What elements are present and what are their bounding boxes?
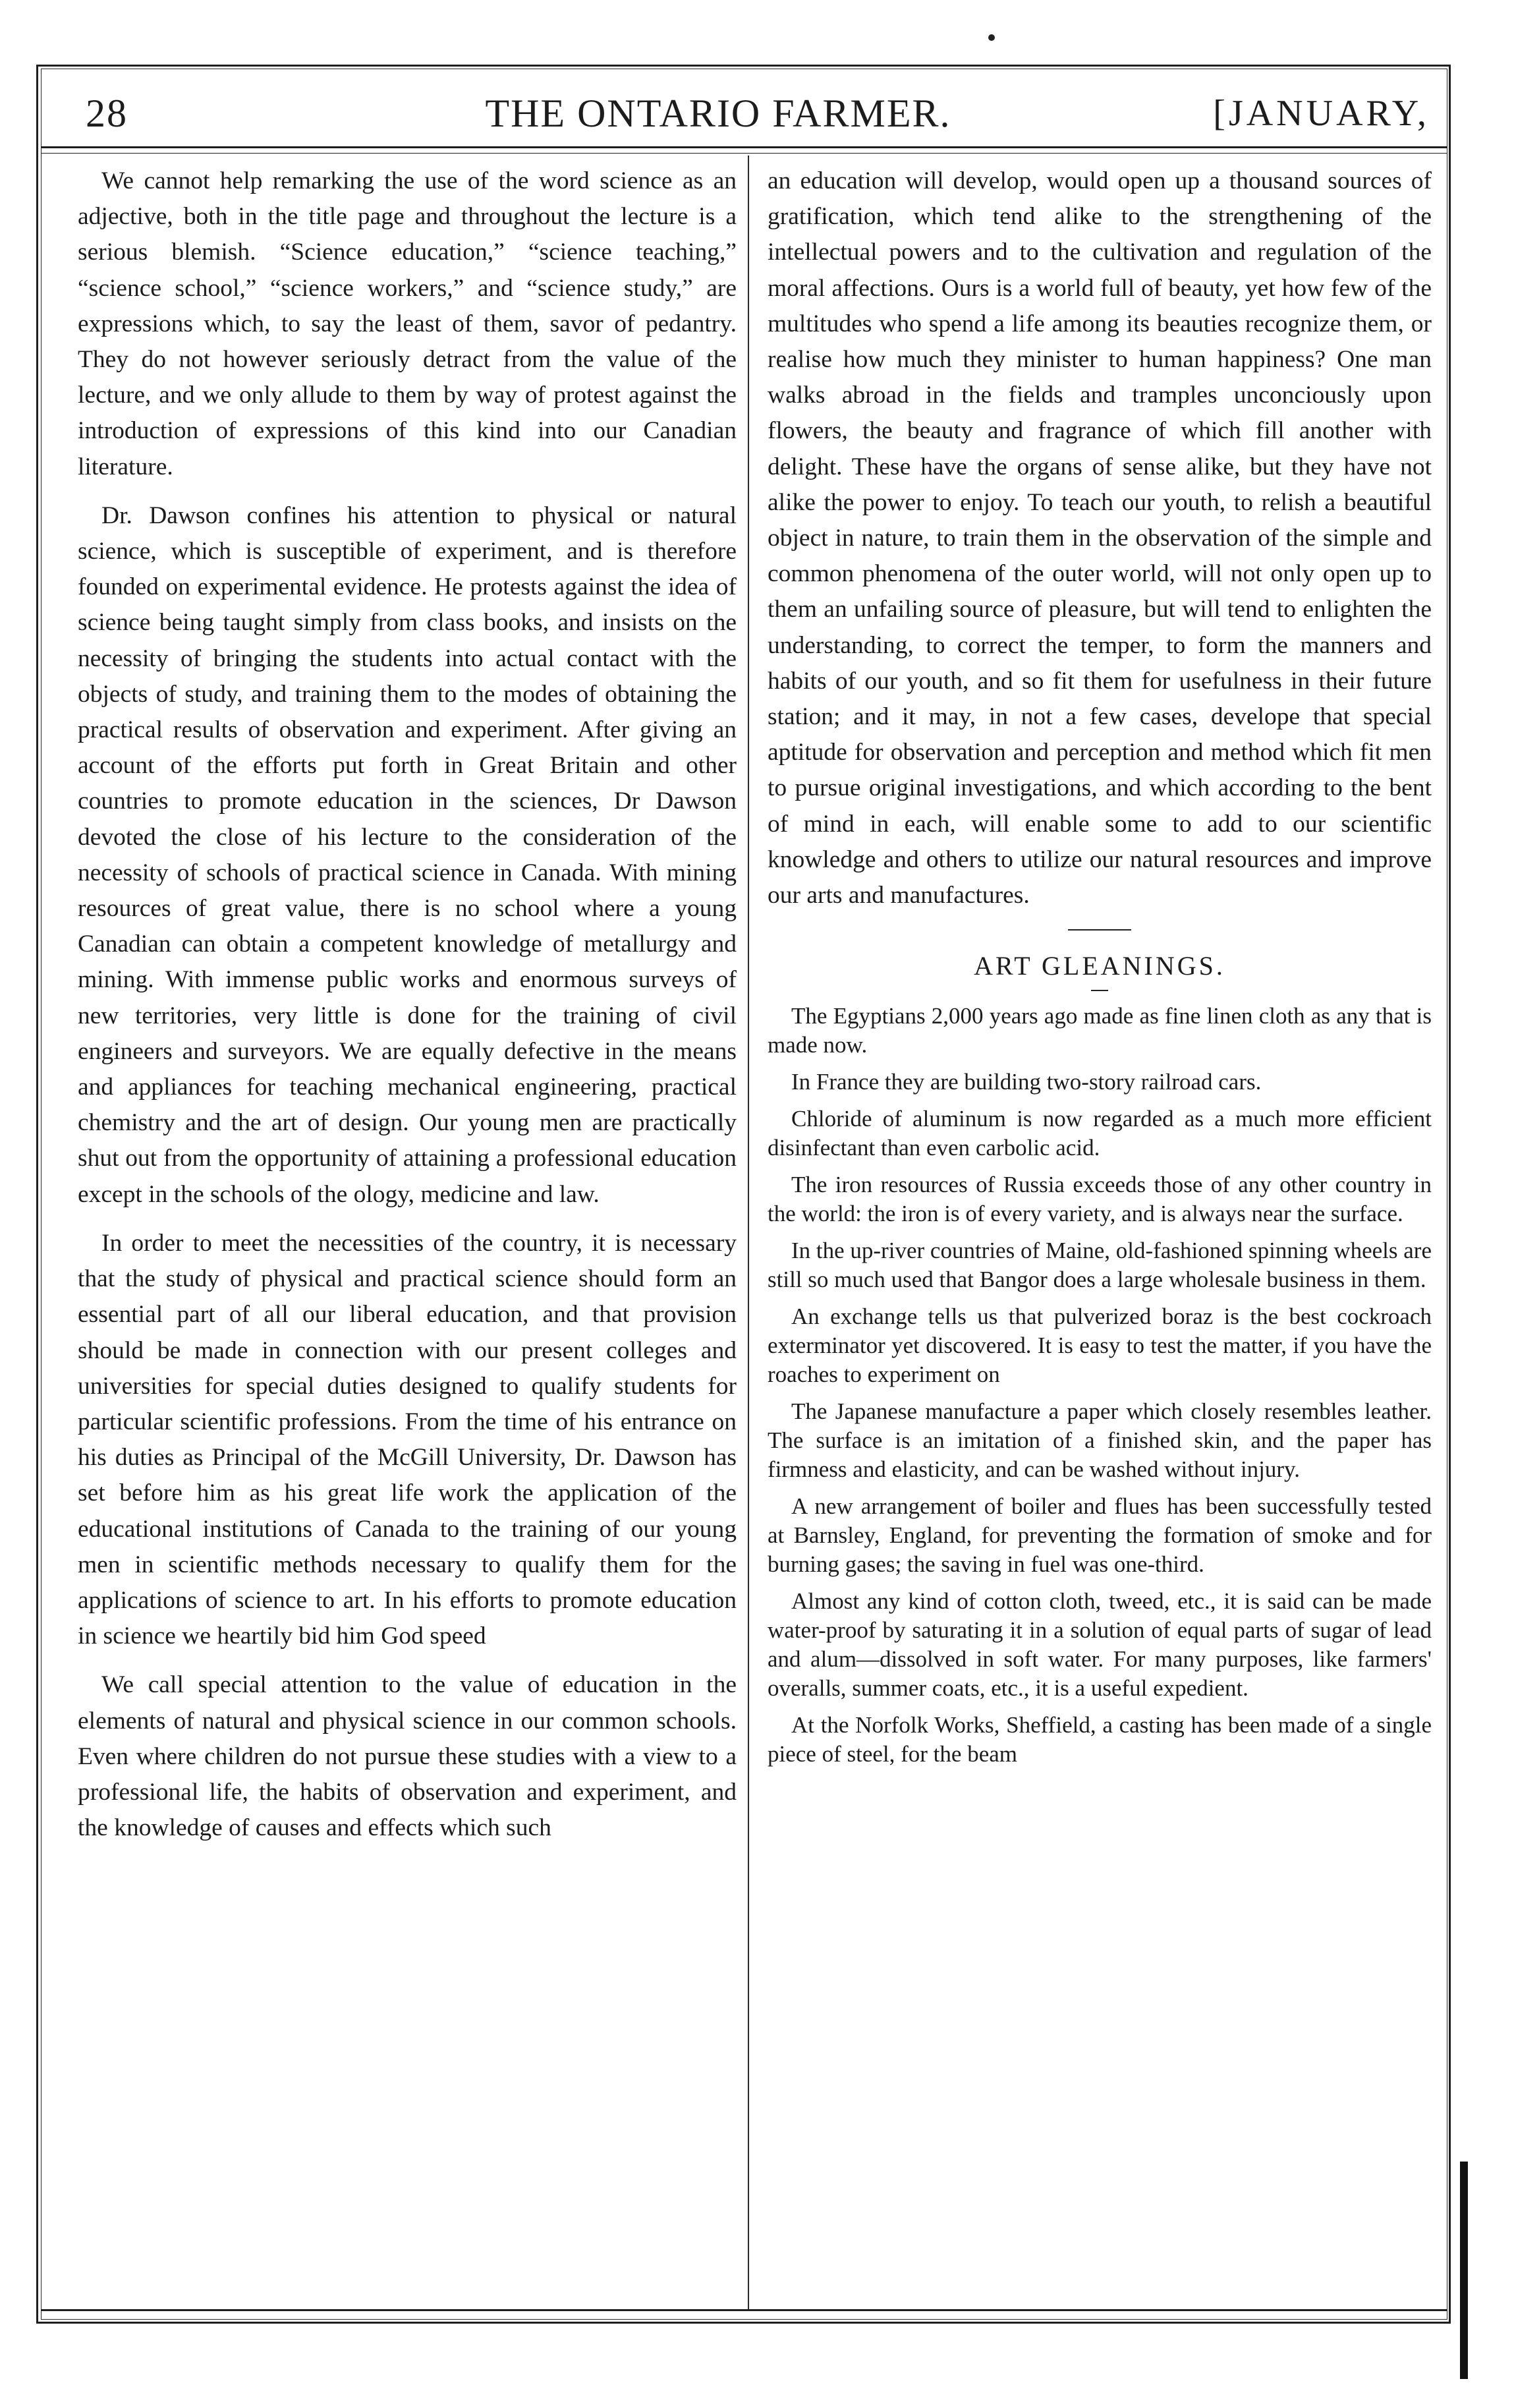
paragraph: Dr. Dawson confines his attention to physical or natural science, which is susceptible of experiment, and is therefore founded on experimental evidence. He protests against the idea of science being taught simply from class books, and insists on the necessity of bringing the students into actual contact with the objects of study, and training them to the modes of obtaining the practical results of observation and experiment. After giving an account of the efforts put forth in Great Britain and other countries to promote education in the sciences, Dr Dawson devoted the close of his lecture to the consideration of the necessity of schools of practical science in Canada. With mining resources of great value, there is no school where a young Canadian can obtain a competent knowledge of metallurgy and mining. With immense public works and enormous surveys of new territories, very little is done for the training of civil engineers and surveyors. We are equally defective in the means and appliances for teaching mechanical engineering, practical chemistry and the art of design. Our young men are practically shut out from the opportunity of attaining a professional education except in the schools of the ology, medicine and law. — [78, 502, 737, 1208]
gleaning-item: The Egyptians 2,000 years ago made as fine linen cloth as any that is made now. — [768, 1003, 1432, 1058]
section-divider — [1068, 929, 1131, 931]
gleanings-list — [768, 1002, 1432, 1769]
gleaning-item: In the up-river countries of Maine, old-fashioned spinning wheels are still so much used that Bangor does a large wholesale business in them. — [768, 1238, 1432, 1293]
page-number: 28 — [86, 91, 128, 135]
section-heading: ART GLEANINGS. — [974, 951, 1225, 981]
column-divider — [748, 156, 749, 2309]
gleaning-item: Chloride of aluminum is now regarded as a much more efficient disinfectant than even carbolic acid. — [768, 1106, 1432, 1161]
gleaning-item: In France they are building two-story railroad cars. — [791, 1069, 1262, 1095]
paragraph: We cannot help remarking the use of the word science as an adjective, both in the title page and throughout the lecture is a serious blemish. “Science education,” “science teaching,” “science school,” “science workers,” and “science study,” are expressions which, to say the least of them, savor of pedantry. They do not however seriously detract from the value of the lecture, and we only allude to them by way of protest against the introduction of expressions of this kind into our Canadian literature. — [78, 167, 737, 480]
scan-edge-bar — [1460, 2162, 1468, 2379]
issue-month: [JANUARY, — [1213, 93, 1430, 134]
bottom-rule — [41, 2309, 1447, 2311]
heading-dash — [1091, 990, 1108, 991]
header-rule — [41, 146, 1447, 148]
paragraph: In order to meet the necessities of the country, it is necessary that the study of physical and practical science should form an essential part of all our liberal education, and that provision should be made in connection with our present colleges and universities for special duties designed to qualify students for particular scientific professions. From the time of his entrance on his duties as Principal of the McGill University, Dr. Dawson has set before him as his great life work the application of the educational institutions of Canada to the training of our young men in scientific methods necessary to qualify them for the applications of science to art. In his efforts to promote education in science we heartily bid him God speed — [78, 1229, 737, 1650]
gleaning-item: The Japanese manufacture a paper which closely resembles leather. The surface is an imitation of a finished skin, and the paper has firmness and elasticity, and can be washed without injury. — [768, 1398, 1432, 1483]
right-column — [768, 163, 1432, 1777]
header-rule-thin — [41, 153, 1447, 154]
running-header — [59, 80, 1430, 146]
gleaning-item: The iron resources of Russia exceeds those of any other country in the world: the iron is of every variety, and is always near the surface. — [768, 1172, 1432, 1227]
left-column — [78, 163, 737, 1859]
gleaning-item: An exchange tells us that pulverized boraz is the best cockroach exterminator yet discovered. It is easy to test the matter, if you have the roaches to experiment on — [768, 1304, 1432, 1388]
paragraph: We call special attention to the value of education in the elements of natural and physical science in our common schools. Even where children do not pursue these studies with a view to a professional life, the habits of observation and experiment, and the knowledge of causes and effects which such — [78, 1671, 737, 1842]
gleaning-item: Almost any kind of cotton cloth, tweed, etc., it is said can be made water-proof by saturating it in a solution of equal parts of sugar of lead and alum—dissolved in soft water. For many purposes, like farmers' overalls, summer coats, etc., it is a useful expedient. — [768, 1588, 1432, 1702]
stray-mark — [988, 34, 995, 41]
publication-title: THE ONTARIO FARMER. — [485, 91, 951, 135]
paragraph-continuation: an education will develop, would open up a thousand sources of gratification, which tend alike to the strengthening of the intellectual powers and to the cultivation and regulation of the moral affections. Ours is a world full of beauty, yet how few of the multitudes who spend a life among its beauties recognize them, or realise how much they minister to human happiness? One man walks abroad in the fields and tramples unconciously upon flowers, the beauty and fragrance of which fill another with delight. These have the organs of sense alike, but they have not alike the power to enjoy. To teach our youth, to relish a beautiful object in nature, to train them in the observation of the simple and common phenomena of the outer world, will not only open up to them an unfailing source of pleasure, but will tend to enlighten the understanding, to correct the temper, to form the manners and habits of our youth, and so fit them for usefulness in their future station; and it may, in not a few cases, develope that special aptitude for observation and perception and method which fit men to pursue original investigations, and which according to the bent of mind in each, will enable some to add to our scientific knowledge and others to utilize our natural resources and improve our arts and manufactures. — [768, 167, 1432, 909]
gleaning-item: A new arrangement of boiler and flues has been successfully tested at Barnsley, England, for preventing the formation of smoke and for burning gases; the saving in fuel was one-third. — [768, 1493, 1432, 1578]
gleaning-item: At the Norfolk Works, Sheffield, a casting has been made of a single piece of steel, for the beam — [768, 1712, 1432, 1767]
